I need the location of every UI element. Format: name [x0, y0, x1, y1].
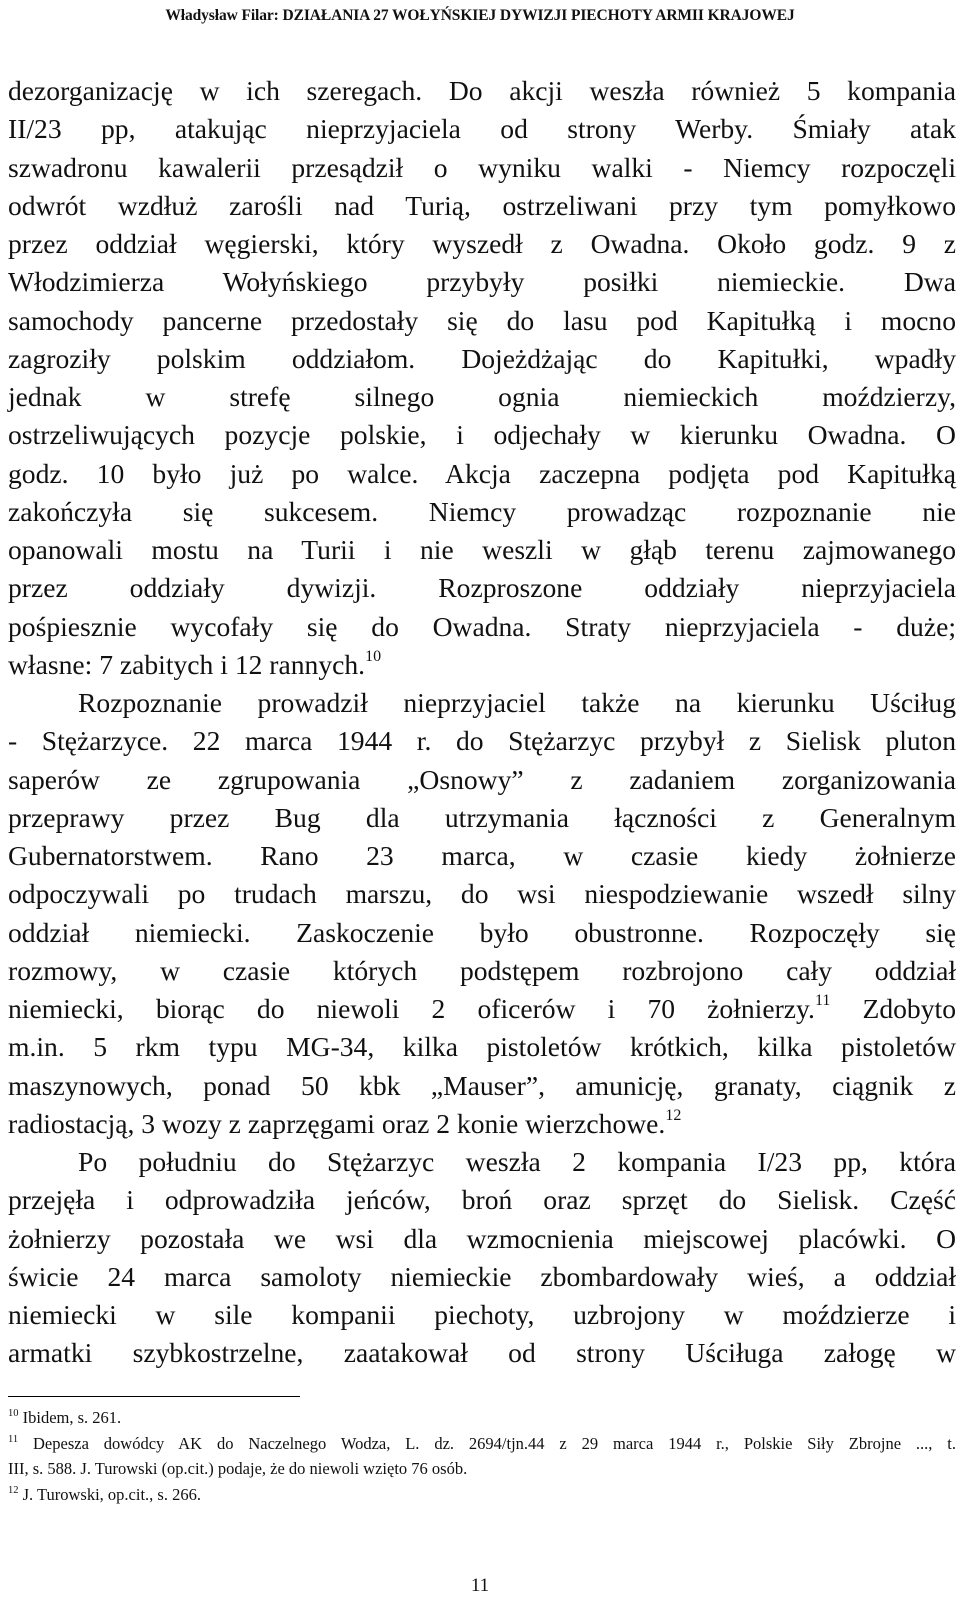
running-header: Władysław Filar: DZIAŁANIA 27 WOŁYŃSKIEJ DYWIZJI PIECHOTY ARMII KRAJOWEJ [165, 7, 795, 24]
body-text [8, 72, 956, 1373]
text-line: saperów ze zgrupowania „Osnowy” z zadaniem zorganizowania [8, 763, 956, 795]
text-line: oddział niemiecki. Zaskoczenie było obustronne. Rozpoczęły się [8, 916, 956, 948]
text-line: Włodzimierza Wołyńskiego przybyły posiłki niemieckie. Dwa [8, 266, 956, 298]
text-line [8, 990, 956, 1028]
text-line: II/23 pp, atakując nieprzyjaciela od strony Werby. Śmiały atak [8, 113, 956, 145]
footnote-number: 10 [8, 1408, 19, 1419]
text-line: opanowali mostu na Turii i nie weszli w głąb terenu zajmowanego [8, 534, 956, 565]
text-line [8, 646, 956, 684]
text-line: Rozpoznanie prowadził nieprzyjaciel także na kierunku Uściług [78, 687, 956, 718]
footnote-ref-12: 12 [665, 1106, 682, 1124]
footnote-11-continued: III, s. 588. J. Turowski (op.cit.) podaje, że do niewoli wzięto 76 osób. [8, 1459, 468, 1478]
text-line: m.in. 5 rkm typu MG-34, kilka pistoletów krótkich, kilka pistoletów [8, 1031, 956, 1063]
text-line [8, 1105, 956, 1143]
text-line: armatki szybkostrzelne, zaatakował od strony Uściługa załogę w [8, 1337, 956, 1369]
text-line: pośpiesznie wycofały się do Owadna. Straty nieprzyjaciela - duże; [8, 610, 956, 642]
footnote-number: 11 [8, 1433, 19, 1445]
text-line: maszynowych, ponad 50 kbk „Mauser”, amunicję, granaty, ciągnik z [8, 1069, 956, 1101]
text-line: zakończyła się sukcesem. Niemcy prowadząc rozpoznanie nie [8, 495, 956, 527]
text-line: rozmowy, w czasie których podstępem rozbrojono cały oddział [8, 954, 956, 986]
page-number: 11 [470, 1575, 490, 1596]
text-line: żołnierzy pozostała we wsi dla wzmocnienia miejscowej placówki. O [8, 1222, 956, 1254]
text-line: świcie 24 marca samoloty niemieckie zbombardowały wieś, a oddział [8, 1260, 956, 1292]
text-line: samochody pancerne przedostały się do lasu pod Kapitułką i mocno [8, 304, 956, 336]
text-line: dezorganizację w ich szeregach. Do akcji weszła również 5 kompania [8, 75, 956, 106]
text-line: przez oddziały dywizji. Rozproszone oddziały nieprzyjaciela [8, 572, 956, 604]
footnote-text: J. Turowski, op.cit., s. 266. [18, 1484, 201, 1504]
footnote-ref-11: 11 [814, 992, 831, 1009]
text-line: przeprawy przez Bug dla utrzymania łączności z Generalnym [8, 801, 956, 833]
text-line: odpoczywali po trudach marszu, do wsi niespodziewanie wszedł silny [8, 878, 956, 910]
footnote-11 [8, 1431, 956, 1457]
text-span: niemiecki, biorąc do niewoli 2 oficerów i 70 żołnierzy. [8, 993, 815, 1024]
text-span: Zdobyto [862, 993, 956, 1024]
text-line: niemiecki w sile kompanii piechoty, uzbrojony w moździerze i [8, 1299, 956, 1330]
text-line: ostrzeliwujących pozycje polskie, i odjechały w kierunku Owadna. O [8, 419, 956, 451]
footnote-12 [8, 1482, 956, 1508]
footnote-10 [8, 1405, 956, 1431]
text-line: przez oddział węgierski, który wyszedł z Owadna. Około godz. 9 z [8, 228, 956, 259]
footnote-divider [8, 1396, 300, 1397]
text-line: odwrót wzdłuż zarośli nad Turią, ostrzeliwani przy tym pomyłkowo [8, 189, 956, 221]
text-span: radiostacją, 3 wozy z zaprzęgami oraz 2 konie wierzchowe. [8, 1107, 666, 1139]
footnote-ref-10: 10 [365, 647, 382, 665]
text-line: godz. 10 było już po walce. Akcja zaczepna podjęta pod Kapitułką [8, 457, 956, 489]
footnote-text: Ibidem, s. 261. [18, 1408, 122, 1427]
text-line: przejęła i odprowadziła jeńców, broń oraz sprzęt do Sielisk. Część [8, 1184, 956, 1216]
footnote-number: 12 [8, 1484, 19, 1496]
text-line: zagroziły polskim oddziałom. Dojeżdżając do Kapitułki, wpadły [8, 342, 956, 374]
text-line: szwadronu kawalerii przesądził o wyniku walki - Niemcy rozpoczęli [8, 151, 956, 183]
text-line: Po południu do Stężarzyc weszła 2 kompania I/23 pp, która [78, 1146, 956, 1177]
text-line: - Stężarzyce. 22 marca 1944 r. do Stężarzyc przybył z Sielisk pluton [8, 725, 956, 757]
footnotes [8, 1405, 956, 1507]
text-line: Gubernatorstwem. Rano 23 marca, w czasie kiedy żołnierze [8, 840, 956, 871]
footnote-text: Depesza dowódcy AK do Naczelnego Wodza, L. dz. 2694/tjn.44 z 29 marca 1944 r., Polskie Siły Zbrojne ..., t. [18, 1433, 956, 1453]
text-span: własne: 7 zabitych i 12 rannych. [8, 648, 366, 680]
text-line: jednak w strefę silnego ognia niemieckich moździerzy, [8, 381, 956, 412]
